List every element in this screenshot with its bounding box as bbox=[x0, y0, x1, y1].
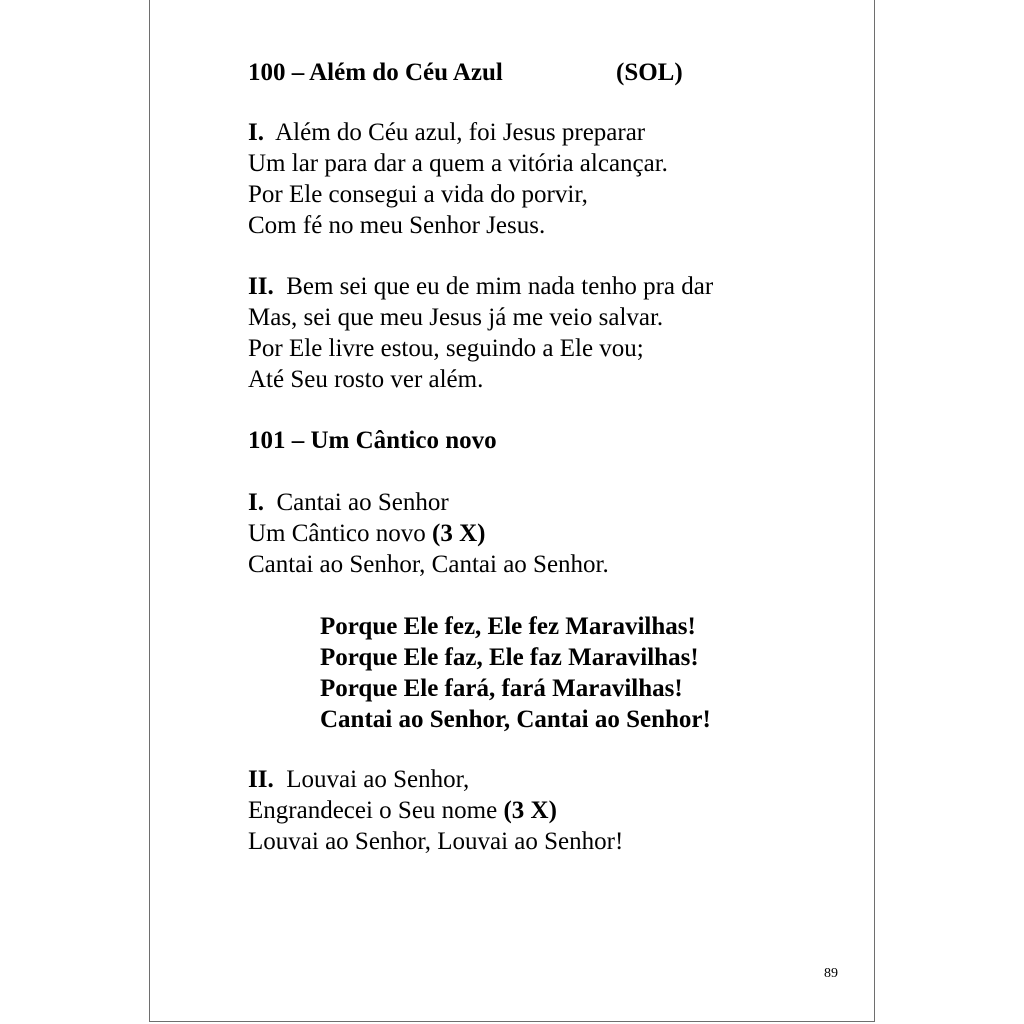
verse-line-text: Cantai ao Senhor bbox=[276, 489, 449, 516]
verse-line bbox=[248, 271, 713, 302]
verse-line-text: Além do Céu azul, foi Jesus preparar bbox=[275, 119, 646, 146]
song-100-key: (SOL) bbox=[616, 59, 683, 86]
verse-line: Louvai ao Senhor, Louvai ao Senhor! bbox=[248, 828, 624, 855]
verse-line-text: Bem sei que eu de mim nada tenho pra dar bbox=[286, 273, 714, 300]
verse-line-text: Louvai ao Senhor, bbox=[286, 766, 470, 793]
verse-line bbox=[248, 487, 609, 518]
verse-line: Por Ele livre estou, seguindo a Ele vou; bbox=[248, 335, 644, 362]
song-101-verse-1 bbox=[248, 487, 609, 580]
verse-line: Cantai ao Senhor, Cantai ao Senhor. bbox=[248, 551, 609, 578]
verse-line-text: Um Cântico novo bbox=[248, 520, 426, 547]
refrain-line: Porque Ele fez, Ele fez Maravilhas! bbox=[320, 613, 696, 640]
verse-line: Até Seu rosto ver além. bbox=[248, 366, 484, 393]
verse-line bbox=[248, 764, 623, 795]
song-101-verse-2 bbox=[248, 764, 623, 857]
verse-label: II. bbox=[248, 766, 274, 793]
verse-line: Com fé no meu Senhor Jesus. bbox=[248, 212, 546, 239]
refrain-line: Porque Ele faz, Ele faz Maravilhas! bbox=[320, 644, 699, 671]
repeat-marker: (3 X) bbox=[503, 797, 557, 824]
verse-line-text: Engrandecei o Seu nome bbox=[248, 797, 498, 824]
verse-line bbox=[248, 117, 668, 148]
song-101-refrain bbox=[320, 611, 711, 735]
verse-label: I. bbox=[248, 119, 264, 146]
page-number: 89 bbox=[824, 966, 838, 981]
song-100-title: 100 – Além do Céu Azul bbox=[248, 59, 503, 86]
verse-line: Por Ele consegui a vida do porvir, bbox=[248, 181, 588, 208]
verse-label: I. bbox=[248, 489, 264, 516]
verse-line: Um lar para dar a quem a vitória alcançar. bbox=[248, 150, 668, 177]
refrain-line: Porque Ele fará, fará Maravilhas! bbox=[320, 675, 683, 702]
verse-line bbox=[248, 518, 609, 549]
song-100-verse-1 bbox=[248, 117, 668, 241]
verse-label: II. bbox=[248, 273, 274, 300]
verse-line: Mas, sei que meu Jesus já me veio salvar. bbox=[248, 304, 664, 331]
verse-line bbox=[248, 795, 623, 826]
song-101-title: 101 – Um Cântico novo bbox=[248, 427, 497, 454]
repeat-marker: (3 X) bbox=[432, 520, 486, 547]
refrain-line: Cantai ao Senhor, Cantai ao Senhor! bbox=[320, 706, 711, 733]
song-100-verse-2 bbox=[248, 271, 713, 395]
